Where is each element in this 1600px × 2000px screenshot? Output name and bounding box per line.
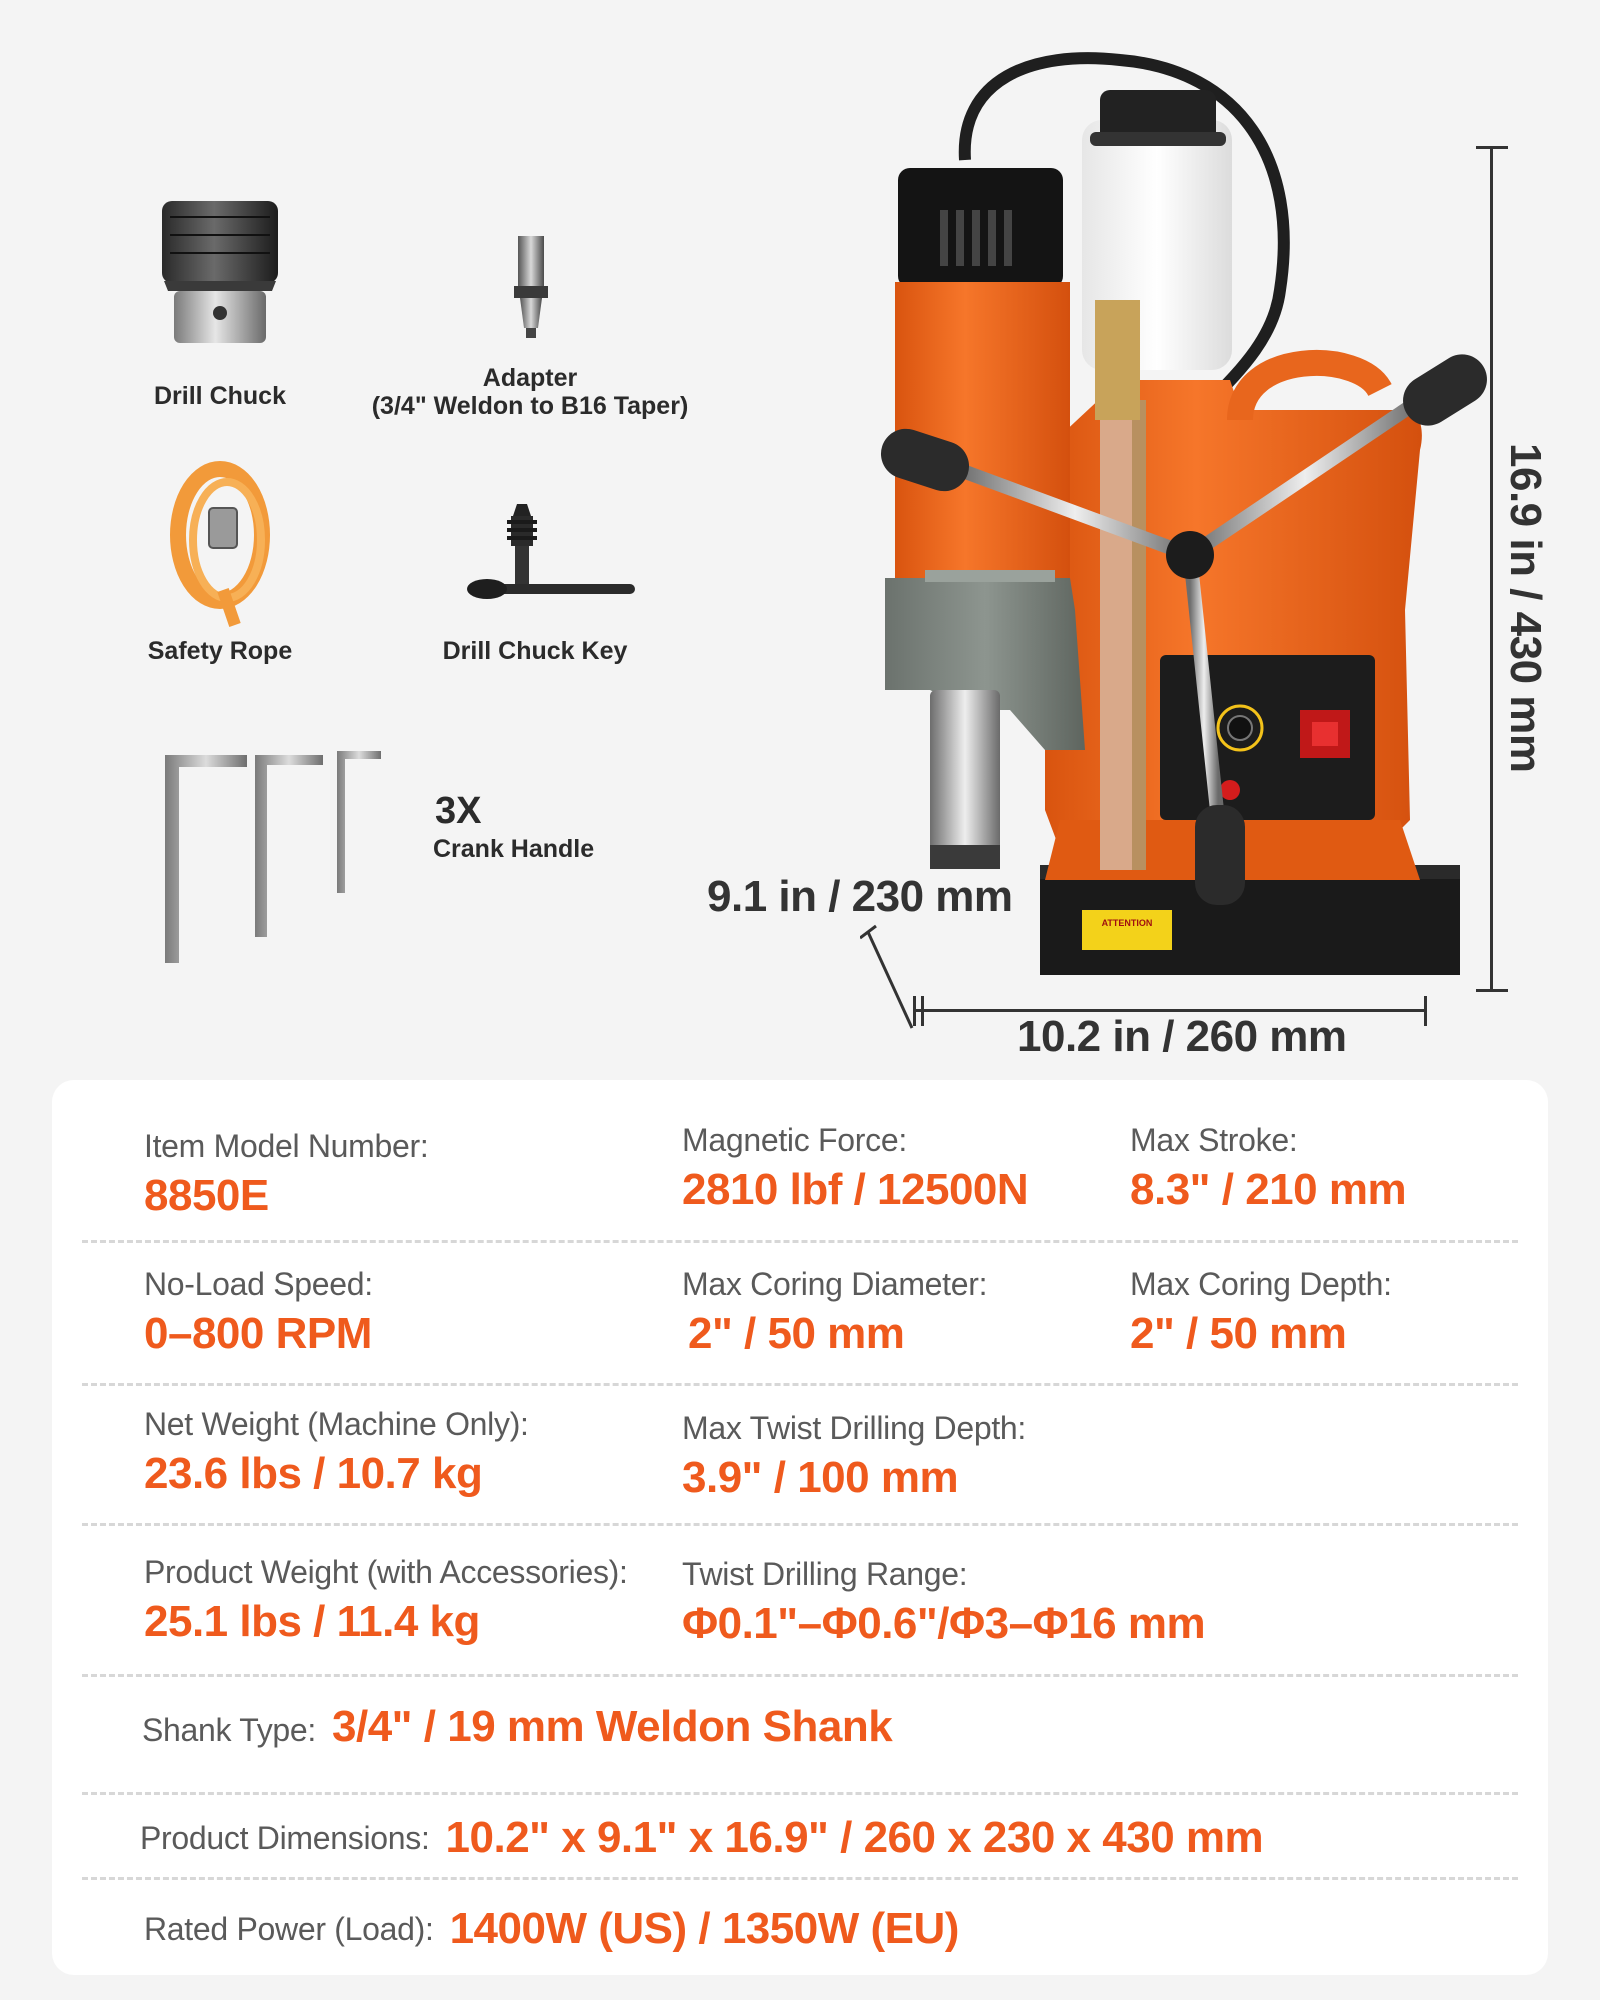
- crank-handle-label: Crank Handle: [433, 835, 595, 863]
- spec-twist-depth-label: Max Twist Drilling Depth:: [682, 1410, 1027, 1446]
- spec-max-stroke: [1130, 1122, 1406, 1215]
- warning-label: ATTENTION: [1101, 918, 1153, 928]
- spec-product-dimensions: [140, 1798, 1263, 1878]
- spec-product-weight: [144, 1554, 628, 1647]
- width-dimension-tick-right: [1424, 996, 1427, 1026]
- spec-magnetic-force: [682, 1122, 1028, 1215]
- safety-rope-image: [165, 460, 280, 630]
- spec-twist-range: [682, 1556, 1205, 1649]
- spec-no-load-speed: [144, 1266, 373, 1359]
- width-dimension-tick-left-2: [921, 996, 924, 1026]
- magnetic-drill-image: [860, 50, 1500, 1000]
- height-dimension-label: 16.9 in / 430 mm: [1501, 443, 1550, 773]
- spec-model-label: Item Model Number:: [144, 1128, 429, 1164]
- spec-twist-depth: [682, 1410, 1026, 1503]
- spec-no-load-speed-value: 0–800 RPM: [144, 1309, 372, 1358]
- spec-net-weight-value: 23.6 lbs / 10.7 kg: [144, 1449, 483, 1498]
- spec-divider: [82, 1674, 1518, 1677]
- spec-divider: [82, 1792, 1518, 1795]
- spec-no-load-speed-label: No-Load Speed:: [144, 1266, 373, 1302]
- spec-rated-power: [144, 1894, 959, 1964]
- spec-divider: [82, 1240, 1518, 1243]
- spec-net-weight: [144, 1406, 529, 1499]
- spec-shank-type-value: 3/4" / 19 mm Weldon Shank: [332, 1702, 893, 1751]
- drill-chuck-key-label: Drill Chuck Key: [442, 637, 628, 665]
- spec-max-stroke-value: 8.3" / 210 mm: [1130, 1165, 1407, 1214]
- spec-product-dimensions-value: 10.2" x 9.1" x 16.9" / 260 x 230 x 430 mm: [445, 1813, 1264, 1862]
- depth-dimension-line: [860, 920, 920, 1035]
- spec-magnetic-force-label: Magnetic Force:: [682, 1122, 907, 1158]
- safety-rope-label: Safety Rope: [147, 637, 293, 665]
- spec-coring-diameter-label: Max Coring Diameter:: [682, 1266, 988, 1302]
- adapter-label-line2: (3/4" Weldon to B16 Taper): [371, 391, 689, 420]
- spec-product-dimensions-label: Product Dimensions:: [140, 1819, 430, 1856]
- crank-handle-qty: 3X: [435, 790, 482, 832]
- spec-product-weight-label: Product Weight (with Accessories):: [144, 1554, 628, 1590]
- spec-shank-type: [142, 1702, 892, 1752]
- drill-chuck-label: Drill Chuck: [154, 382, 286, 410]
- crank-handle-image: [155, 745, 385, 970]
- spec-divider: [82, 1877, 1518, 1880]
- height-dimension-line: [1490, 148, 1493, 990]
- drill-chuck-image: [150, 195, 290, 355]
- adapter-label-line1: Adapter: [482, 364, 578, 392]
- spec-coring-diameter: [682, 1266, 987, 1359]
- spec-twist-range-value: Φ0.1"–Φ0.6"/Φ3–Φ16 mm: [682, 1599, 1206, 1648]
- spec-twist-depth-value: 3.9" / 100 mm: [682, 1453, 959, 1502]
- spec-divider: [82, 1383, 1518, 1386]
- width-dimension-label: 10.2 in / 260 mm: [1017, 1012, 1347, 1061]
- spec-coring-diameter-value: 2" / 50 mm: [688, 1309, 905, 1358]
- spec-twist-range-label: Twist Drilling Range:: [682, 1556, 968, 1592]
- spec-coring-depth-value: 2" / 50 mm: [1130, 1309, 1347, 1358]
- spec-rated-power-label: Rated Power (Load):: [144, 1910, 434, 1947]
- adapter-label: [360, 365, 700, 420]
- height-dimension-tick-bottom: [1476, 989, 1508, 992]
- spec-model: [144, 1128, 428, 1221]
- spec-magnetic-force-value: 2810 lbf / 12500N: [682, 1165, 1029, 1214]
- spec-shank-type-label: Shank Type:: [142, 1712, 317, 1748]
- depth-dimension-label: 9.1 in / 230 mm: [707, 872, 1013, 921]
- width-dimension-tick-left: [913, 996, 916, 1026]
- adapter-image: [506, 232, 556, 342]
- spec-net-weight-label: Net Weight (Machine Only):: [144, 1406, 529, 1442]
- spec-divider: [82, 1523, 1518, 1526]
- spec-product-weight-value: 25.1 lbs / 11.4 kg: [144, 1597, 480, 1646]
- spec-card: [52, 1080, 1548, 1975]
- spec-coring-depth: [1130, 1266, 1392, 1359]
- spec-max-stroke-label: Max Stroke:: [1130, 1122, 1298, 1158]
- height-dimension-tick-top: [1476, 146, 1508, 149]
- spec-model-value: 8850E: [144, 1171, 269, 1220]
- spec-coring-depth-label: Max Coring Depth:: [1130, 1266, 1392, 1302]
- spec-rated-power-value: 1400W (US) / 1350W (EU): [449, 1904, 959, 1953]
- drill-chuck-key-image: [465, 500, 640, 610]
